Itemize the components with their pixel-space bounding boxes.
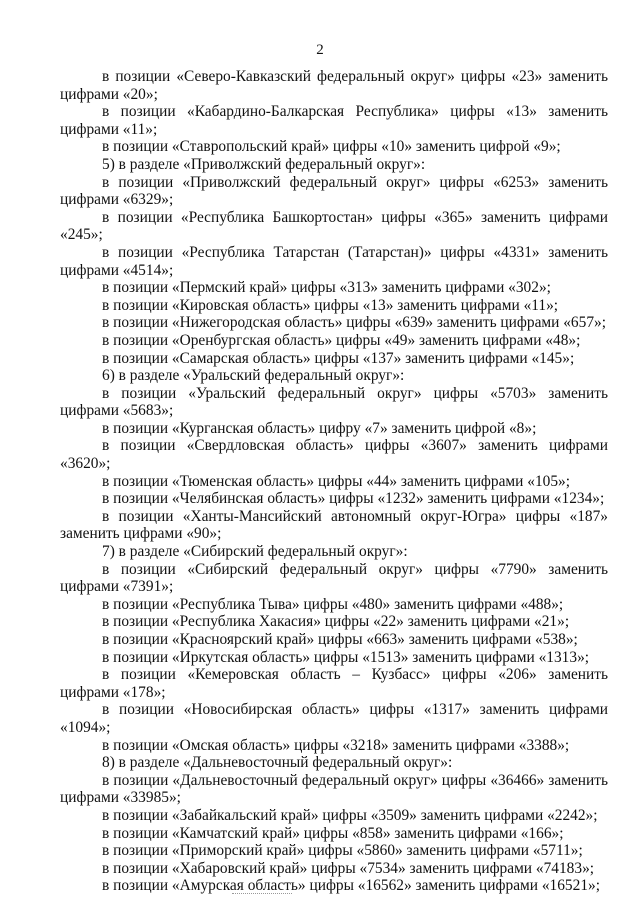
list-item: в позиции «Забайкальский край» цифры «3509» заменить цифрами «2242»; <box>102 806 598 824</box>
section-heading: 7) в разделе «Сибирский федеральный округ»: <box>102 543 408 561</box>
list-item: в позиции «Курганская область» цифру «7» заменить цифрой «8»; <box>102 419 537 437</box>
list-item: в позиции «Республика Тыва» цифры «480» заменить цифрами «488»; <box>102 595 564 613</box>
list-item: в позиции «Кабардино-Балкарская Республика» цифры «13» заменить цифрами «11»; <box>60 103 608 138</box>
list-item: в позиции «Оренбургская область» цифры «49» заменить цифрами «48»; <box>102 331 581 349</box>
page-number: 2 <box>316 42 324 58</box>
list-item: в позиции «Камчатский край» цифры «858» заменить цифрами «166»; <box>102 824 564 842</box>
list-item: в позиции «Новосибирская область» цифры «1317» заменить цифрами «1094»; <box>60 701 608 736</box>
list-item: в позиции «Иркутская область» цифры «1513» заменить цифрами «1313»; <box>102 648 590 666</box>
list-item: в позиции «Уральский федеральный округ» цифры «5703» заменить цифрами «5683»; <box>60 384 608 420</box>
list-item: в позиции «Республика Татарстан (Татарстан)» цифры «4331» заменить цифрами «4514»; <box>60 243 608 279</box>
list-item: в позиции «Дальневосточный федеральный округ» цифры «36466» заменить цифрами «33985»; <box>60 771 608 807</box>
list-item: в позиции «Северо-Кавказский федеральный округ» цифры «23» заменить цифрами «20»; <box>60 68 608 103</box>
document-body <box>60 68 608 895</box>
list-item: в позиции «Челябинская область» цифры «1232» заменить цифрами «1234»; <box>102 490 605 508</box>
section-heading: 8) в разделе «Дальневосточный федеральный округ»: <box>102 754 453 772</box>
list-item: в позиции «Красноярский край» цифры «663» заменить цифрами «538»; <box>102 631 578 648</box>
list-item: в позиции «Свердловская область» цифры «3607» заменить цифрами «3620»; <box>60 437 608 473</box>
list-item: в позиции «Тюменская область» цифры «44» заменить цифрами «105»; <box>102 472 571 490</box>
list-item: в позиции «Пермский край» цифры «313» заменить цифрами «302»; <box>102 279 551 297</box>
list-item: в позиции «Хабаровский край» цифры «7534» заменить цифрами «74183»; <box>102 859 595 877</box>
section-heading: 5) в разделе «Приволжский федеральный округ»: <box>102 155 426 173</box>
list-item: в позиции «Ставропольский край» цифры «10» заменить цифрой «9»; <box>102 138 561 156</box>
section-heading: 6) в разделе «Уральский федеральный округ»: <box>102 367 405 385</box>
list-item: в позиции «Нижегородская область» цифры «639» заменить цифрами «657»; <box>102 314 606 332</box>
list-item: в позиции «Амурская область» цифры «16562» заменить цифрами «16521»; <box>102 877 600 895</box>
list-item: в позиции «Республика Хакасия» цифры «22» заменить цифрами «21»; <box>102 613 570 631</box>
list-item: в позиции «Кировская область» цифры «13» заменить цифрами «11»; <box>102 296 559 314</box>
scan-artifact <box>232 893 292 898</box>
list-item: в позиции «Кемеровская область – Кузбасс» цифры «206» заменить цифрами «178»; <box>60 666 608 701</box>
list-item: в позиции «Омская область» цифры «3218» заменить цифрами «3388»; <box>102 736 570 754</box>
list-item: в позиции «Приволжский федеральный округ» цифры «6253» заменить цифрами «6329»; <box>60 173 608 209</box>
list-item: в позиции «Сибирский федеральный округ» цифры «7790» заменить цифрами «7391»; <box>60 560 608 596</box>
list-item: в позиции «Самарская область» цифры «137» заменить цифрами «145»; <box>102 349 575 367</box>
list-item: в позиции «Республика Башкортостан» цифры «365» заменить цифрами «245»; <box>60 208 608 244</box>
list-item: в позиции «Приморский край» цифры «5860» заменить цифрами «5711»; <box>102 842 583 860</box>
list-item: в позиции «Ханты-Мансийский автономный округ-Югра» цифры «187» заменить цифрами «90»; <box>60 507 608 543</box>
